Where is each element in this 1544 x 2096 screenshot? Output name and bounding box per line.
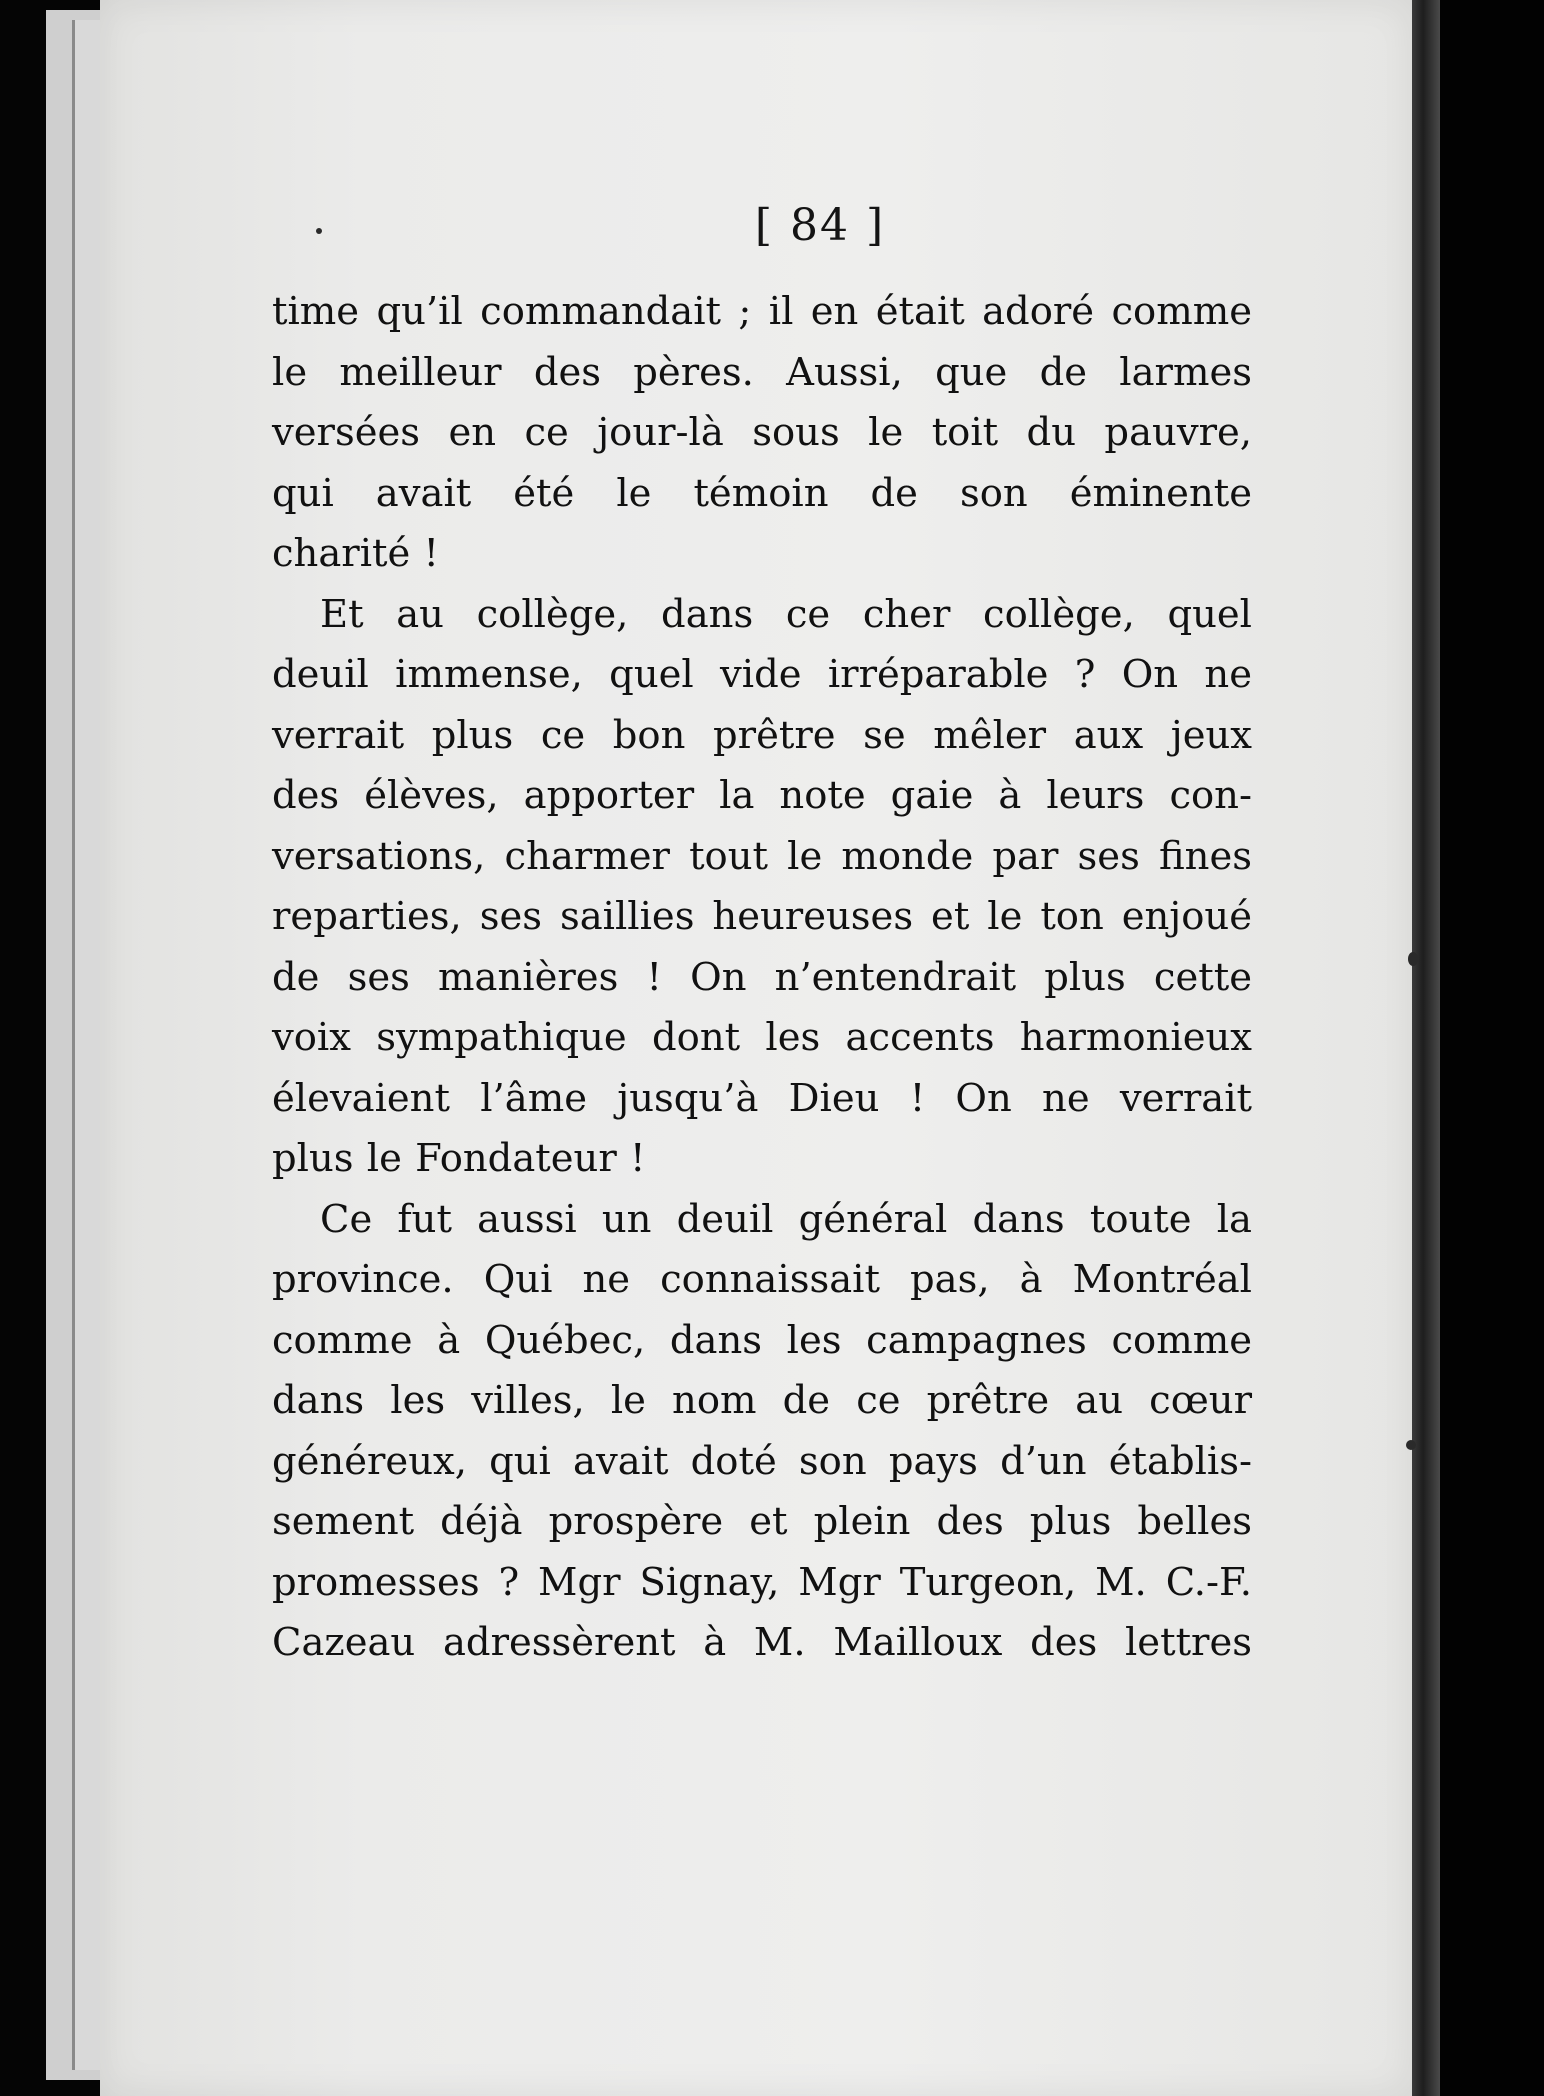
text-line: versations, charmer tout le monde par ses fines — [272, 833, 1252, 879]
text-line: élevaient l’âme jusqu’à Dieu ! On ne verrait — [272, 1075, 1252, 1121]
dust-speck — [1408, 952, 1418, 966]
text-line: plus le Fondateur ! — [272, 1136, 646, 1181]
text-line: charité ! — [272, 531, 439, 576]
paragraph-3 — [272, 1190, 1252, 1674]
text-line: Ce fut aussi un deuil général dans toute la — [320, 1196, 1252, 1242]
text-line: deuil immense, quel vide irréparable ? On ne — [272, 652, 1252, 697]
text-line: voix sympathique dont les accents harmonieux — [272, 1015, 1252, 1060]
page-number: [ 84 ] — [754, 200, 886, 251]
binding-gutter — [1412, 0, 1440, 2096]
text-line: time qu’il commandait ; il en était adoré comme — [272, 289, 1252, 334]
text-line: généreux, qui avait doté son pays d’un établis- — [272, 1438, 1252, 1484]
dust-speck — [1406, 1440, 1416, 1450]
text-line: versées en ce jour-là sous le toit du pauvre, — [272, 410, 1252, 455]
text-line: dans les villes, le nom de ce prêtre au cœur — [272, 1378, 1252, 1423]
scan-margin-right — [1440, 0, 1544, 2096]
text-line: verrait plus ce bon prêtre se mêler aux jeux — [272, 712, 1252, 758]
text-line: comme à Québec, dans les campagnes comme — [272, 1317, 1252, 1363]
text-line: qui avait été le témoin de son éminente — [272, 470, 1252, 516]
text-line: le meilleur des pères. Aussi, que de larmes — [272, 349, 1252, 395]
text-line: de ses manières ! On n’entendrait plus cette — [272, 954, 1252, 1000]
text-line: Cazeau adressèrent à M. Mailloux des lettres — [272, 1620, 1252, 1665]
text-line: province. Qui ne connaissait pas, à Montréal — [272, 1257, 1252, 1302]
text-line: des élèves, apporter la note gaie à leurs con- — [272, 773, 1252, 818]
body-text — [272, 282, 1252, 1674]
text-line: promesses ? Mgr Signay, Mgr Turgeon, M. C.-F. — [272, 1559, 1252, 1605]
paragraph-1 — [272, 282, 1252, 585]
text-line: sement déjà prospère et plein des plus belles — [272, 1499, 1252, 1544]
paragraph-2 — [272, 585, 1252, 1190]
text-line: reparties, ses saillies heureuses et le ton enjoué — [272, 894, 1252, 939]
text-line: Et au collège, dans ce cher collège, quel — [320, 591, 1252, 637]
